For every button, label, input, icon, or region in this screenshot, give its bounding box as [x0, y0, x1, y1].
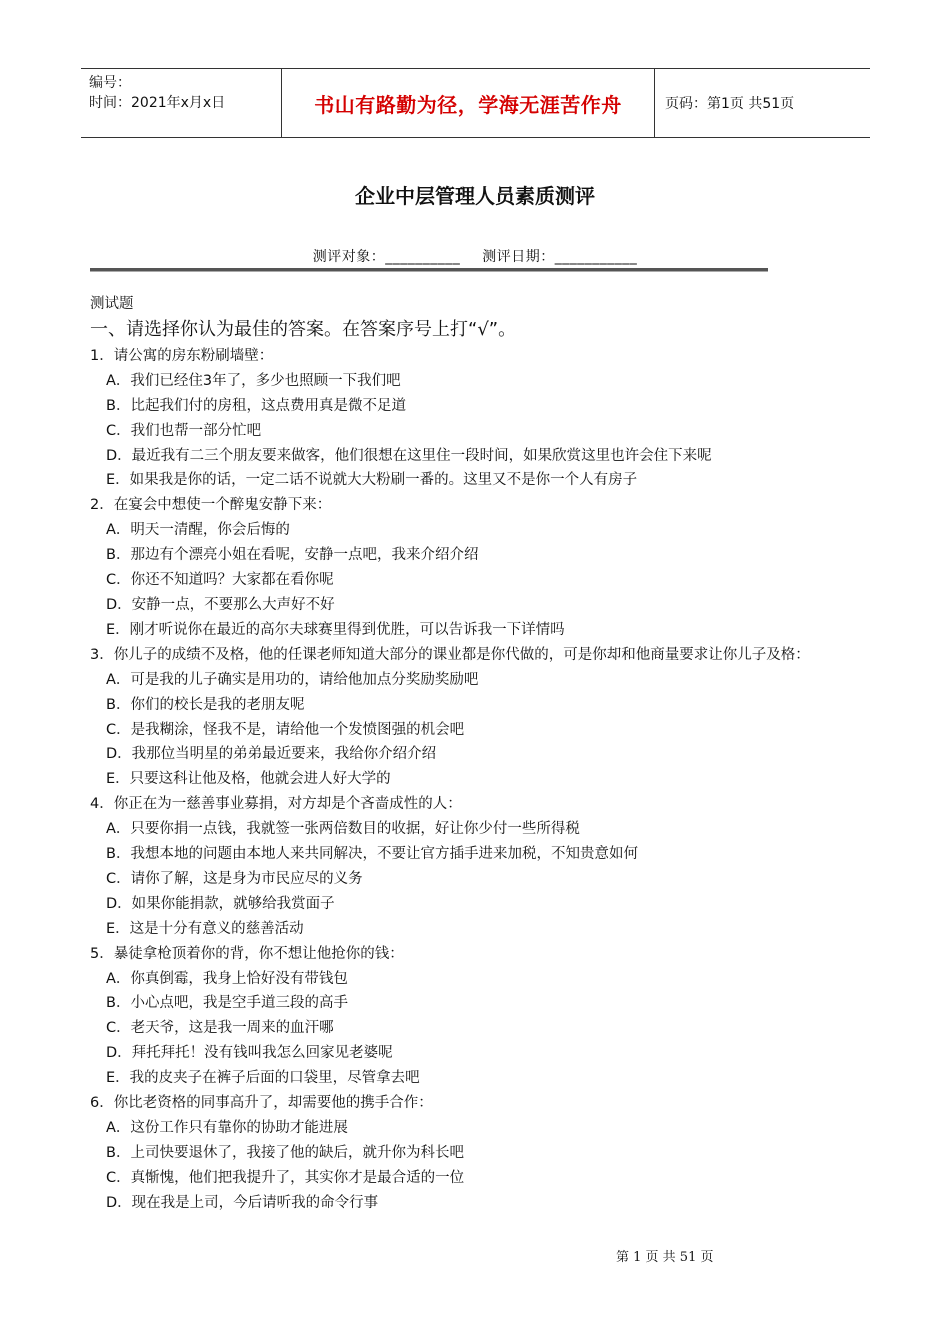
question-content: [90, 292, 880, 1216]
answer-option[interactable]: B．那边有个漂亮小姐在看呢，安静一点吧，我来介绍介绍: [106, 547, 479, 564]
answer-option[interactable]: D．现在我是上司，今后请听我的命令行事: [106, 1194, 379, 1211]
date-field: 测评日期：___________: [482, 249, 638, 265]
question-text: 6．你比老资格的同事高升了，却需要他的携手合作：: [90, 1095, 433, 1112]
answer-option[interactable]: C．请你了解，这是身为市民应尽的义务: [106, 870, 363, 887]
page-info: 页码：第1页 共51页: [665, 96, 795, 112]
answer-option[interactable]: E．这是十分有意义的慈善活动: [106, 920, 304, 937]
header-table: [81, 68, 870, 138]
number-label: 编号：: [89, 75, 131, 91]
instruction-heading: 一、请选择你认为最佳的答案。在答案序号上打“√”。: [90, 318, 517, 340]
answer-option[interactable]: D．我那位当明星的弟弟最近要来，我给你介绍介绍: [106, 746, 437, 763]
answer-option[interactable]: C．我们也帮一部分忙吧: [106, 422, 262, 439]
answer-option[interactable]: E．只要这科让他及格，他就会进人好大学的: [106, 771, 391, 788]
answer-option[interactable]: E．刚才听说你在最近的高尔夫球赛里得到优胜，可以告诉我一下详情吗: [106, 621, 565, 638]
question-text: 5．暴徒拿枪顶着你的背，你不想让他抢你的钱：: [90, 945, 404, 962]
header-page-cell: [655, 69, 870, 137]
answer-option[interactable]: E．我的皮夹子在裤子后面的口袋里，尽管拿去吧: [106, 1070, 420, 1087]
motto-text: 书山有路勤为径，学海无涯苦作舟: [314, 92, 622, 117]
answer-option[interactable]: B．上司快要退休了，我接了他的缺后，就升你为科长吧: [106, 1144, 464, 1161]
answer-option[interactable]: C．老天爷，这是我一周来的血汗哪: [106, 1020, 334, 1037]
question-text: 1．请公寓的房东粉刷墙壁：: [90, 347, 274, 364]
divider-rule: [90, 268, 768, 271]
question-text: 2．在宴会中想使一个醉鬼安静下来：: [90, 497, 332, 514]
answer-option[interactable]: A．只要你捐一点钱，我就签一张两倍数目的收据，好让你少付一些所得税: [106, 821, 580, 838]
answer-option[interactable]: A．可是我的儿子确实是用功的，请给他加点分奖励奖励吧: [106, 671, 479, 688]
answer-option[interactable]: D．最近我有二三个朋友要来做客，他们很想在这里住一段时间，如果欣赏这里也许会住下来呢: [106, 447, 712, 464]
section-label: 测试题: [90, 296, 134, 312]
answer-option[interactable]: C．你还不知道吗？大家都在看你呢: [106, 572, 334, 589]
question-text: 3．你儿子的成绩不及格，他的任课老师知道大部分的课业都是你代做的，可是你却和他商量要求让你儿子及格：: [90, 646, 810, 663]
answer-option[interactable]: B．你们的校长是我的老朋友呢: [106, 696, 305, 713]
answer-option[interactable]: B．比起我们付的房租，这点费用真是微不足道: [106, 397, 406, 414]
answer-option[interactable]: A．明天一清醒，你会后悔的: [106, 522, 290, 539]
time-label: 时间：2021年x月x日: [89, 95, 226, 111]
header-motto-cell: [282, 69, 655, 137]
question-text: 4．你正在为一慈善事业募捐，对方却是个吝啬成性的人：: [90, 796, 462, 813]
document-title: 企业中层管理人员素质测评: [355, 184, 595, 208]
answer-option[interactable]: A．你真倒霉，我身上恰好没有带钱包: [106, 970, 348, 987]
answer-option[interactable]: A．我们已经住3年了，多少也照顾一下我们吧: [106, 372, 401, 389]
subject-date-line: [0, 246, 950, 266]
page-footer: 第 1 页 共 51 页: [616, 1250, 714, 1265]
answer-option[interactable]: B．我想本地的问题由本地人来共同解决，不要让官方插手进来加税，不知贵意如何: [106, 846, 638, 863]
answer-option[interactable]: A．这份工作只有靠你的协助才能进展: [106, 1120, 348, 1136]
answer-option[interactable]: E．如果我是你的话，一定二话不说就大大粉刷一番的。这里又不是你一个人有房子: [106, 472, 638, 489]
answer-option[interactable]: C．真惭愧，他们把我提升了，其实你才是最合适的一位: [106, 1169, 465, 1186]
answer-option[interactable]: D．如果你能捐款，就够给我赏面子: [106, 895, 335, 912]
answer-option[interactable]: C．是我糊涂，怪我不是，请给他一个发愤图强的机会吧: [106, 721, 465, 738]
header-meta-cell: [81, 69, 282, 137]
answer-option[interactable]: B．小心点吧，我是空手道三段的高手: [106, 995, 348, 1012]
subject-field: 测评对象：__________: [312, 249, 461, 265]
answer-option[interactable]: D．拜托拜托！没有钱叫我怎么回家见老婆呢: [106, 1045, 393, 1062]
answer-option[interactable]: D．安静一点，不要那么大声好不好: [106, 596, 335, 613]
